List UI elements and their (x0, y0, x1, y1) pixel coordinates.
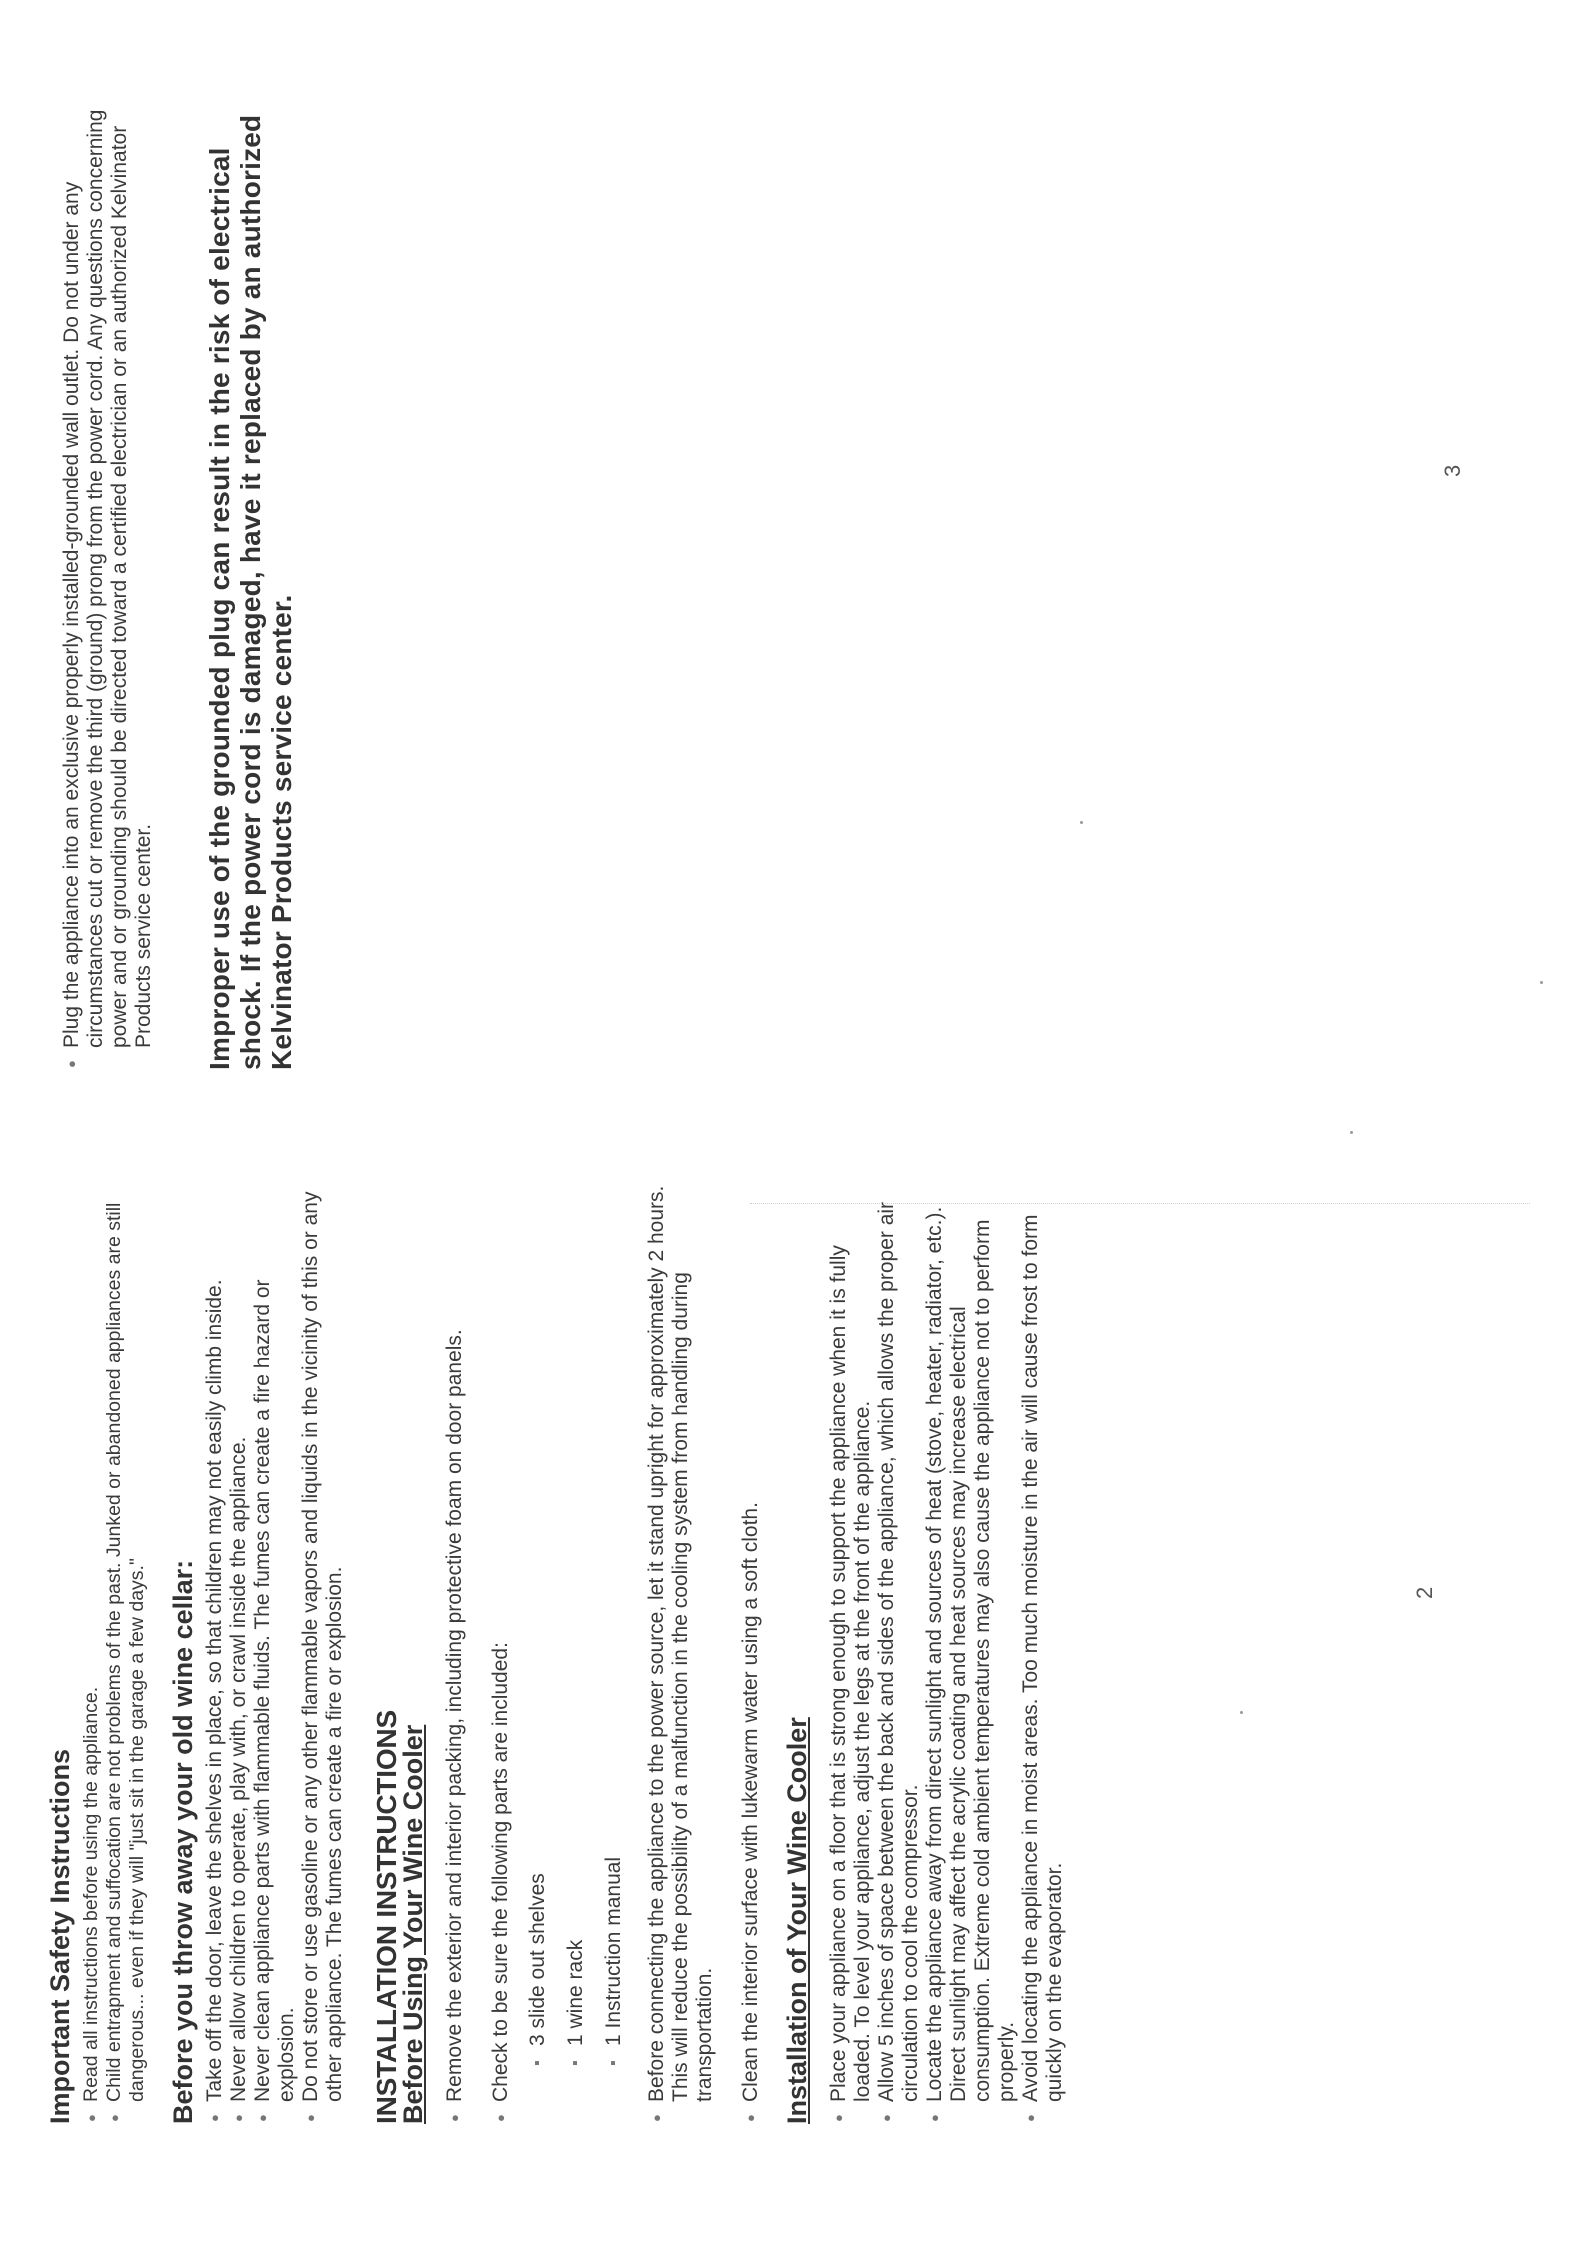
page-number-3: 3 (1440, 464, 1465, 477)
before-using-list (443, 1184, 513, 2124)
installation-of-heading: Installation of Your Wine Cooler (782, 1717, 812, 2124)
throw-away-list (203, 1184, 347, 2124)
list-item: ● Place your appliance on a floor that is strong enough to support the appliance when it is fully loaded. To level your appliance, adjust the legs at the front of the appliance. (827, 1184, 875, 2124)
installation-of-list (827, 1184, 1067, 2124)
connect-list (645, 1184, 763, 2124)
list-item: ● Clean the interior surface with lukewarm water using a soft cloth. (739, 1184, 763, 2124)
installation-heading: INSTALLATION INSTRUCTIONS (371, 1710, 402, 2124)
scan-speck (1240, 1711, 1243, 1714)
throw-away-heading: Before you throw away your old wine cellar: (168, 1559, 198, 2124)
list-item: ● Never clean appliance parts with flammable fluids. The fumes can create a fire hazard or explosion. (251, 1184, 299, 2124)
list-item: ● Take off the door, leave the shelves in place, so that children may not easily climb inside. (203, 1184, 227, 2124)
page-2-content (45, 1184, 1067, 2124)
list-item: ● Child entrapment and suffocation are not problems of the past. Junked or abandoned appliances are still dangerous... even if they will "just sit in the garage a few days." (103, 1184, 149, 2124)
scan-speck (1350, 1131, 1353, 1134)
list-item: ● Avoid locating the appliance in moist areas. Too much moisture in the air will cause frost to form quickly on the evaporator. (1019, 1184, 1067, 2124)
page-3-content (60, 70, 297, 1070)
grounding-warning: Improper use of the grounded plug can result in the risk of electrical shock. If the power cord is damaged, have it replaced by an authorized Kelvinator Products service center. (204, 114, 297, 1070)
list-item: ● Plug the appliance into an exclusive properly installed-grounded wall outlet. Do not under any circumstances cut or remove the third (ground) prong from the power cord. Any questions concerning power and or grounding should be directed toward a certified electrician or an authorized Kelvinator Products service center. (60, 70, 156, 1070)
page-number-2: 2 (1412, 1586, 1437, 1599)
list-item: ● Remove the exterior and interior packing, including protective foam on door panels. (443, 1184, 467, 2124)
list-item: ▪ 1 wine rack (557, 1184, 595, 2066)
list-item: ● Check to be sure the following parts are included: (489, 1184, 513, 2124)
list-item: ▪ 1 Instruction manual (595, 1184, 633, 2066)
list-item: ● Allow 5 inches of space between the back and sides of the appliance, which allows the proper air circulation to cool the compressor. (875, 1184, 923, 2124)
scan-speck (1080, 821, 1083, 824)
plug-list (60, 70, 156, 1070)
before-using-heading: Before Using Your Wine Cooler (398, 1724, 428, 2124)
page-2 (0, 1122, 1587, 2244)
fold-line (750, 1202, 1530, 1204)
list-item: ● Do not store or use gasoline or any other flammable vapors and liquids in the vicinity of this or any other appliance. The fumes can create a fire or explosion. (299, 1184, 347, 2124)
list-item: ● Before connecting the appliance to the power source, let it stand upright for approximately 2 hours. This will reduce the possibility of a malfunction in the cooling system from handling during transportation. (645, 1184, 717, 2124)
list-item: ● Read all instructions before using the appliance. (80, 1184, 103, 2124)
safety-list (80, 1184, 149, 2124)
list-item: ● Never allow children to operate, play with, or crawl inside the appliance. (227, 1184, 251, 2124)
scan-speck (1540, 981, 1543, 984)
list-item: ● Locate the appliance away from direct sunlight and sources of heat (stove, heater, radiator, etc.). Direct sunlight may affect the acrylic coating and heat sources may increase electrical consumption. Extreme cold ambient temperatures may also cause the appliance not to perform properly. (923, 1184, 1019, 2124)
list-item: ▪ 3 slide out shelves (519, 1184, 557, 2066)
safety-heading: Important Safety Instructions (45, 1748, 75, 2124)
parts-list (519, 1184, 633, 2124)
